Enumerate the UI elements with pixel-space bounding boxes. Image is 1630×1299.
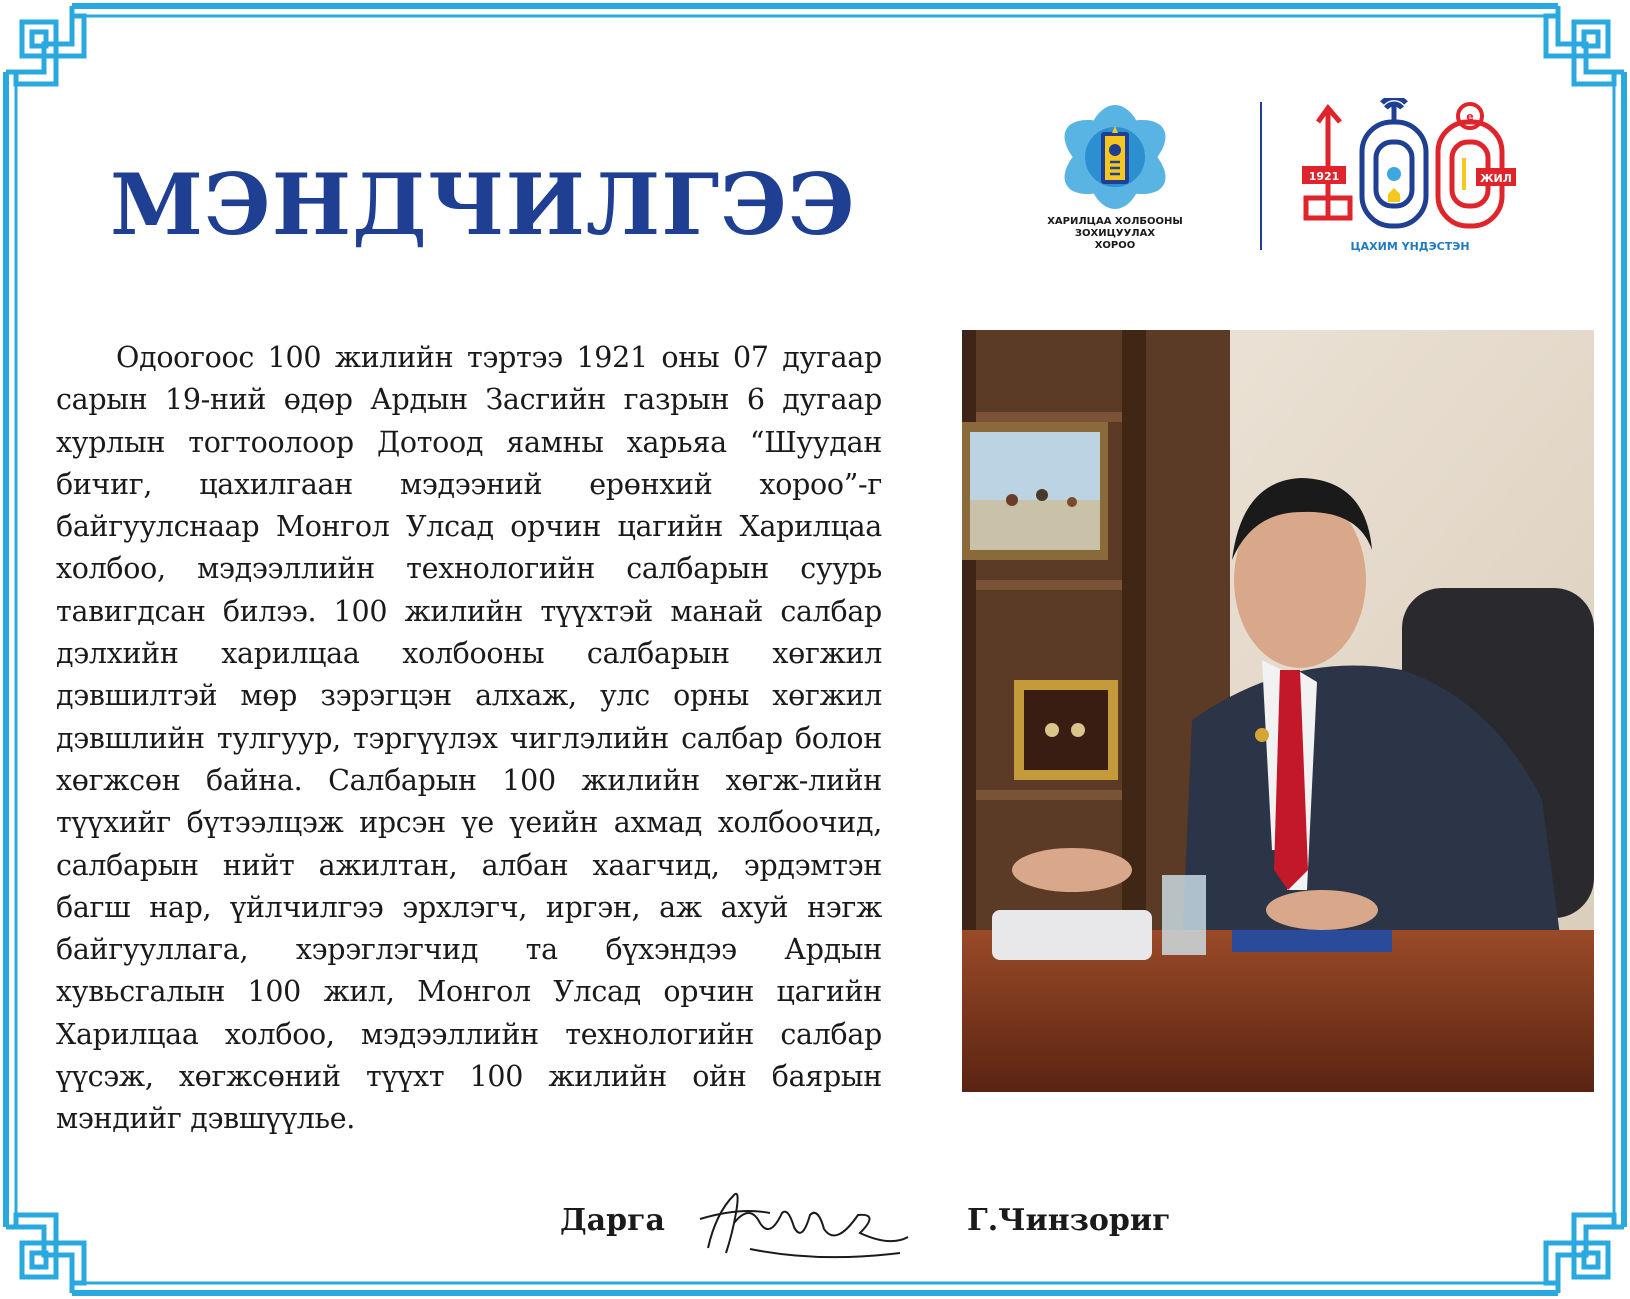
chairman-portrait-photo: [962, 330, 1594, 1092]
crc-logo: [1045, 102, 1185, 252]
signer-position: Дарга: [560, 1203, 665, 1238]
greeting-body: [56, 337, 882, 1141]
svg-text:e: e: [1466, 110, 1474, 123]
signature-block: [0, 1195, 1630, 1255]
crc-logo-text-line2: ЗОХИЦУУЛАХ: [1074, 228, 1156, 239]
logo-divider: [1260, 102, 1262, 250]
signer-name: Г.Чинзориг: [967, 1203, 1171, 1238]
anniversary-logo-unit: ЖИЛ: [1480, 172, 1512, 185]
page-title: МЭНДЧИЛГЭЭ: [110, 155, 856, 254]
anniversary-logo: [1300, 98, 1540, 253]
crc-logo-text-line3: ХОРОО: [1094, 240, 1136, 251]
100-years-anniversary-icon: [1300, 98, 1530, 238]
greeting-paragraph: Одоогоос 100 жилийн тэртээ 1921 оны 07 дугаар сарын 19-ний өдөр Ардын Засгийн газрын 6 дугаар хурлын тогтоолоор Дотоод яамны харьяа “Шуудан бичиг, цахилгаан мэдээний ерөнхий хороо”-г байгуулснаар Монгол Улсад орчин цагийн Харилцаа холбоо, мэдээллийн технологийн салбарын суурь тавигдсан билээ. 100 жилийн түүхтэй манай салбар дэлхийн харилцаа холбооны салбарын хөгжил дэвшилтэй мөр зэрэгцэн алхаж, улс орны хөгжил дэвшлийн тулгуур, тэргүүлэх чиглэлийн салбар болон хөгжсөн байна. Салбарын 100 жилийн хөгж-лийн түүхийг бүтээлцэж ирсэн үе үеийн ахмад холбоочид, салбарын нийт ажилтан, албан хаагчид, эрдэмтэн багш нар, үйлчилгээ эрхлэгч, иргэн, аж ахуй нэгж байгууллага, хэрэглэгчид та бүхэндээ Ардын хувьсгалын 100 жил, Монгол Улсад орчин цагийн Харилцаа холбоо, мэдээллийн технологийн салбар үүсэж, хөгжсөний түүхт 100 жилийн ойн баярын мэндийг дэвшүүлье.: [56, 341, 882, 1136]
anniversary-logo-year: 1921: [1308, 170, 1340, 183]
handwritten-signature: [690, 1173, 920, 1273]
crc-logo-text-line1: ХАРИЛЦАА ХОЛБООНЫ: [1047, 216, 1183, 227]
soyombo-emblem-icon: [1055, 102, 1175, 212]
anniversary-logo-caption: ЦАХИМ ҮНДЭСТЭН: [1350, 240, 1470, 253]
